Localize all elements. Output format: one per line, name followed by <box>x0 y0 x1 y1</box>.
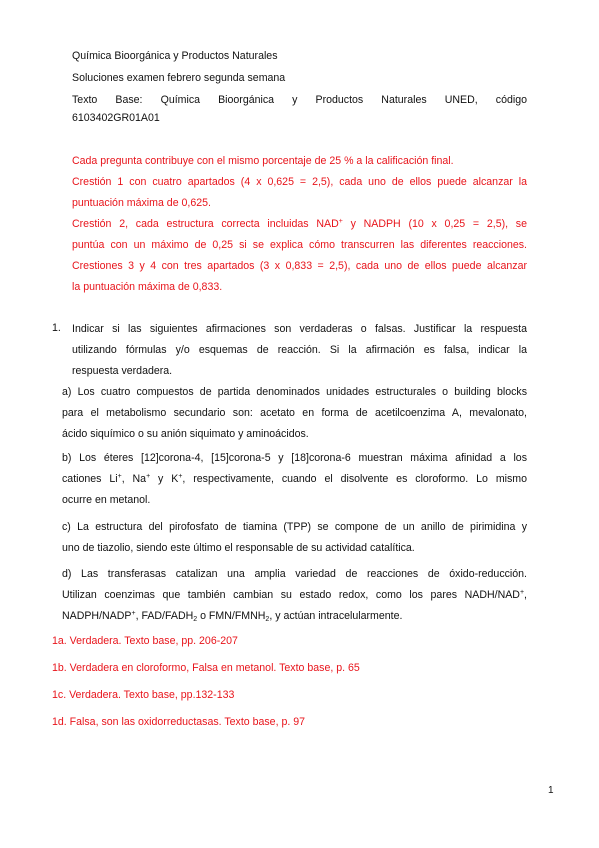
grading-line-3: puntuación máxima de 0,625. <box>72 197 211 209</box>
b-sup-3: + <box>178 473 183 480</box>
answer-1c: 1c. Verdadera. Texto base, pp.132-133 <box>52 689 235 701</box>
d-text-1: Utilizan coenzimas que también cambian su estado redox, como los pares NADH/NAD <box>62 589 520 601</box>
b-sup-1: + <box>117 473 122 480</box>
d-text-6: , y actúan intracelularmente. <box>269 610 403 622</box>
b-text-3: y K <box>150 473 179 485</box>
b-sup-2: + <box>146 473 151 480</box>
textbook-line: Texto Base: Química Bioorgánica y Productos Naturales UNED, código <box>72 94 527 106</box>
d-sub-1: 2 <box>193 616 198 623</box>
d-text-5: o FMN/FMNH <box>197 610 266 622</box>
statement-c-line-2: uno de tiazolio, siendo este último el responsable de su actividad catalítica. <box>62 542 415 554</box>
answer-1d: 1d. Falsa, son las oxidorreductasas. Texto base, p. 97 <box>52 716 306 728</box>
question-line-1: Indicar si las siguientes afirmaciones son verdaderas o falsas. Justificar la respuesta <box>72 323 527 335</box>
statement-d-line-3 <box>62 609 402 623</box>
textbook-code: 6103402GR01A01 <box>72 112 160 124</box>
statement-b-line-2 <box>62 472 527 486</box>
statement-a-line-3: ácido siquímico o su anión siquimato y aminoácidos. <box>62 428 309 440</box>
answer-1a: 1a. Verdadera. Texto base, pp. 206-207 <box>52 635 238 647</box>
grading-sup: + <box>338 218 343 225</box>
question-line-2: utilizando fórmulas y/o esquemas de reacción. Si la afirmación es falsa, indicar la <box>72 344 527 356</box>
d-sup-1: + <box>519 589 525 596</box>
grading-line-4b: y NADPH (10 x 0,25 = 2,5), se <box>342 218 527 230</box>
statement-a-line-2: para el metabolismo secundario son: acetato en forma de acetilcoenzima A, mevalonato, <box>62 407 527 419</box>
exam-subtitle: Soluciones examen febrero segunda semana <box>72 72 286 84</box>
question-line-3: respuesta verdadera. <box>72 365 173 377</box>
grading-line-4a: Crestión 2, cada estructura correcta incluidas NAD <box>72 218 339 230</box>
question-number: 1. <box>52 322 61 334</box>
d-text-4: , FAD/FADH <box>135 610 194 622</box>
d-text-2: , <box>524 589 527 601</box>
statement-d-line-2 <box>62 588 527 602</box>
grading-line-2: Crestión 1 con cuatro apartados (4 x 0,625 = 2,5), cada uno de ellos puede alcanzar la <box>72 176 527 188</box>
d-sup-2: + <box>131 610 136 617</box>
answer-1b: 1b. Verdadera en cloroformo, Falsa en metanol. Texto base, p. 65 <box>52 662 360 674</box>
statement-a-line-1: a) Los cuatro compuestos de partida denominados unidades estructurales o building blocks <box>62 386 527 398</box>
grading-line-1: Cada pregunta contribuye con el mismo porcentaje de 25 % a la calificación final. <box>72 155 454 167</box>
b-text-1: cationes Li <box>62 473 118 485</box>
grading-line-7: la puntuación máxima de 0,833. <box>72 281 223 293</box>
b-text-2: , Na <box>121 473 147 485</box>
d-text-3: NADPH/NADP <box>62 610 132 622</box>
statement-c-line-1: c) La estructura del pirofosfato de tiamina (TPP) se compone de un anillo de pirimidina y <box>62 521 527 533</box>
b-text-4: , respectivamente, cuando el disolvente es cloroformo. Lo mismo <box>182 473 528 485</box>
statement-d-line-1: d) Las transferasas catalizan una amplia variedad de reacciones de óxido-reducción. <box>62 568 527 580</box>
d-sub-2: 2 <box>265 616 270 623</box>
grading-line-6: Crestiones 3 y 4 con tres apartados (3 x 0,833 = 2,5), cada uno de ellos puede alcanzar <box>72 260 527 272</box>
statement-b-line-3: ocurre en metanol. <box>62 494 151 506</box>
grading-line-4 <box>72 217 527 231</box>
grading-line-5: puntúa con un máximo de 0,25 si se explica cómo transcurren las diferentes reacciones. <box>72 239 527 251</box>
page-number: 1 <box>548 785 554 796</box>
course-title: Química Bioorgánica y Productos Naturales <box>72 50 278 62</box>
statement-b-line-1: b) Los éteres [12]corona-4, [15]corona-5 y [18]corona-6 muestran máxima afinidad a los <box>62 452 527 464</box>
